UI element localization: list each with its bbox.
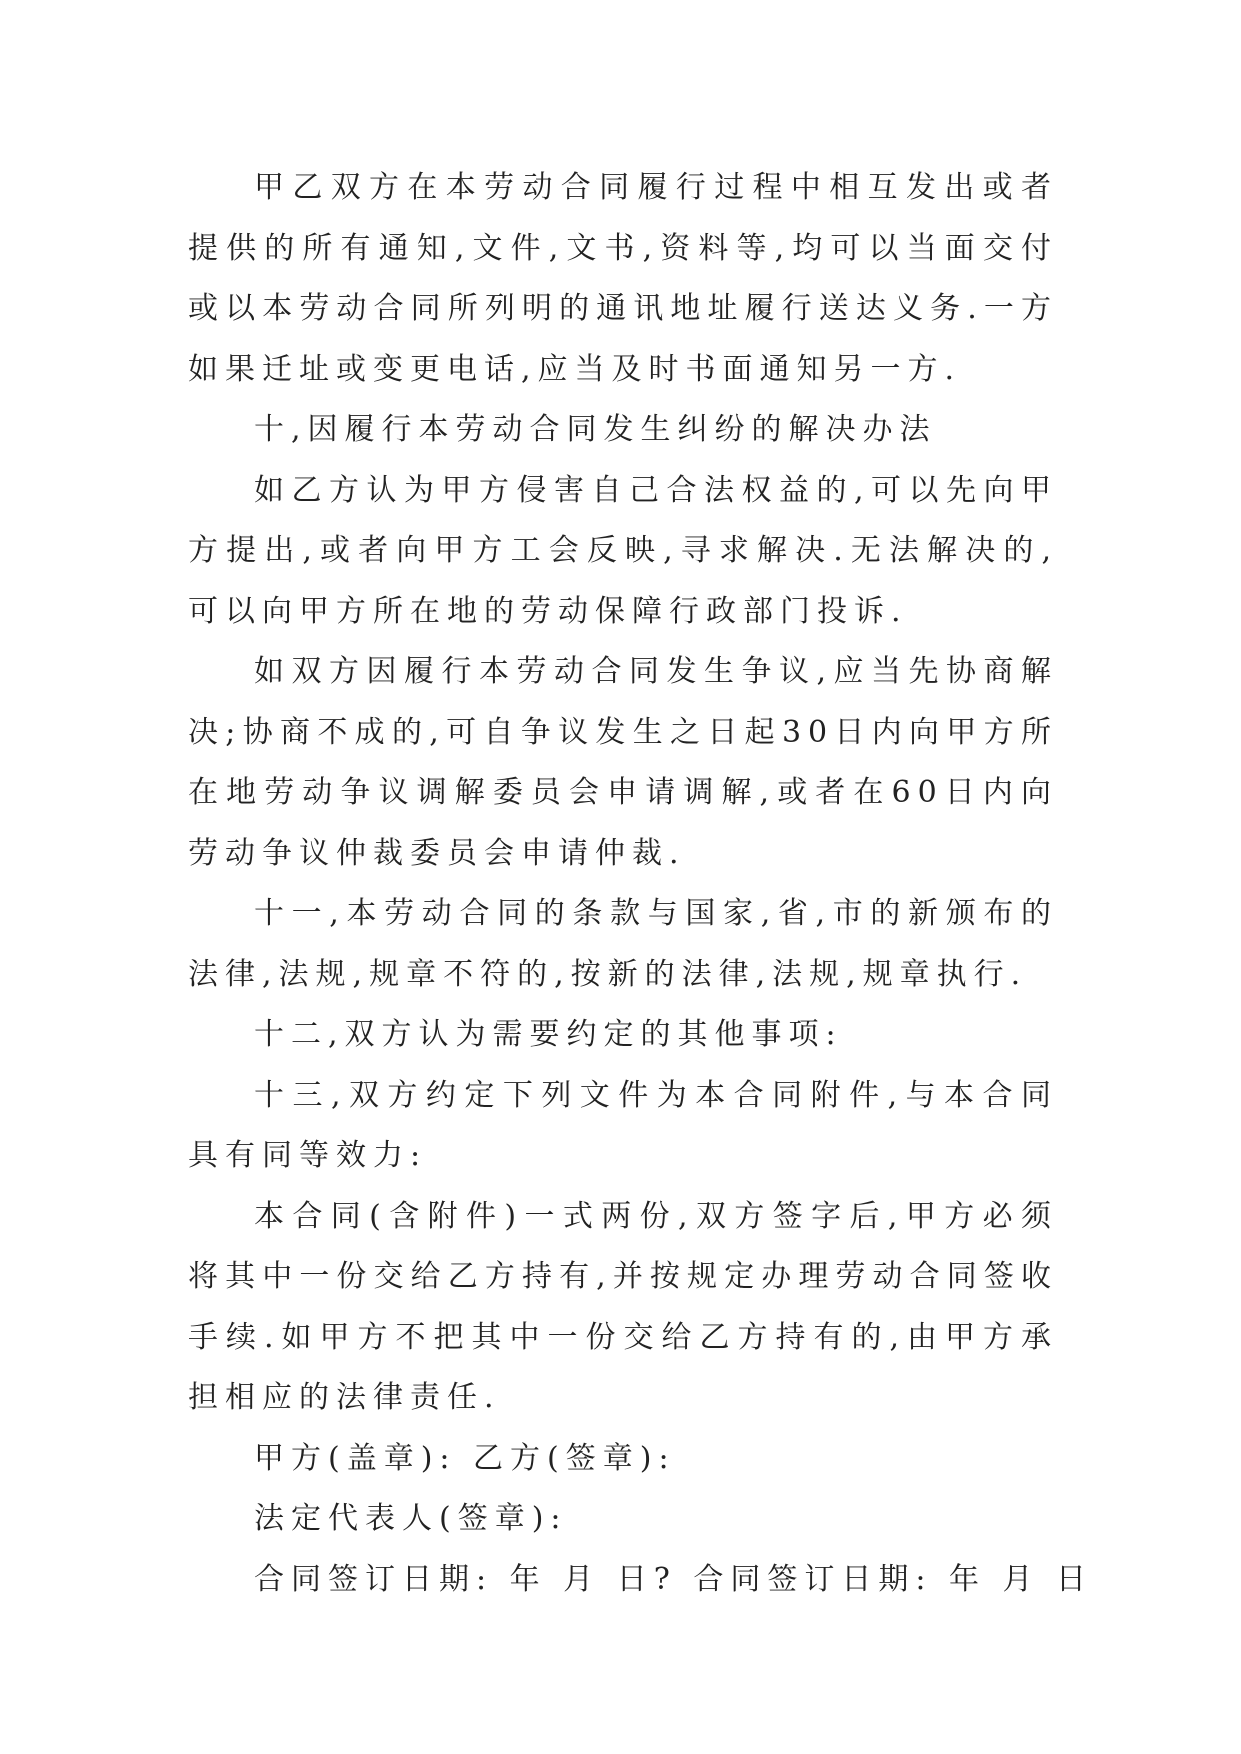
paragraph-copies: 本合同(含附件)一式两份,双方签字后,甲方必须将其中一份交给乙方持有,并按规定办理劳动合同签收手续.如甲方不把其中一份交给乙方持有的,由甲方承担相应的法律责任. [188, 1198, 1058, 1415]
signature-date-line: 合同签订日期: 年 月 日? 合同签订日期: 年 月 日 [254, 1561, 1094, 1597]
signature-party-line: 甲方(盖章): 乙方(签章): [254, 1440, 676, 1476]
clause-thirteen: 十三,双方约定下列文件为本合同附件,与本合同具有同等效力: [188, 1077, 1058, 1173]
paragraph-arbitration: 如双方因履行本劳动合同发生争议,应当先协商解决;协商不成的,可自争议发生之日起30日内向甲方所在地劳动争议调解委员会申请调解,或者在60日内向劳动争议仲裁委员会申请仲裁. [188, 654, 1058, 871]
clause-eleven: 十一,本劳动合同的条款与国家,省,市的新颁布的法律,法规,规章不符的,按新的法律,法规,规章执行. [188, 896, 1058, 992]
clause-twelve: 十二,双方认为需要约定的其他事项: [254, 1017, 843, 1052]
document-body [188, 158, 1094, 1610]
paragraph-complaint: 如乙方认为甲方侵害自己合法权益的,可以先向甲方提出,或者向甲方工会反映,寻求解决.无法解决的,可以向甲方所在地的劳动保障行政部门投诉. [188, 472, 1058, 629]
heading-dispute-resolution: 十,因履行本劳动合同发生纠纷的解决办法 [254, 412, 937, 447]
paragraph-notice-delivery: 甲乙双方在本劳动合同履行过程中相互发出或者提供的所有通知,文件,文书,资料等,均可以当面交付或以本劳动合同所列明的通讯地址履行送达义务.一方如果迁址或变更电话,应当及时书面通知另一方. [188, 170, 1058, 387]
signature-representative-line: 法定代表人(签章): [254, 1501, 568, 1536]
